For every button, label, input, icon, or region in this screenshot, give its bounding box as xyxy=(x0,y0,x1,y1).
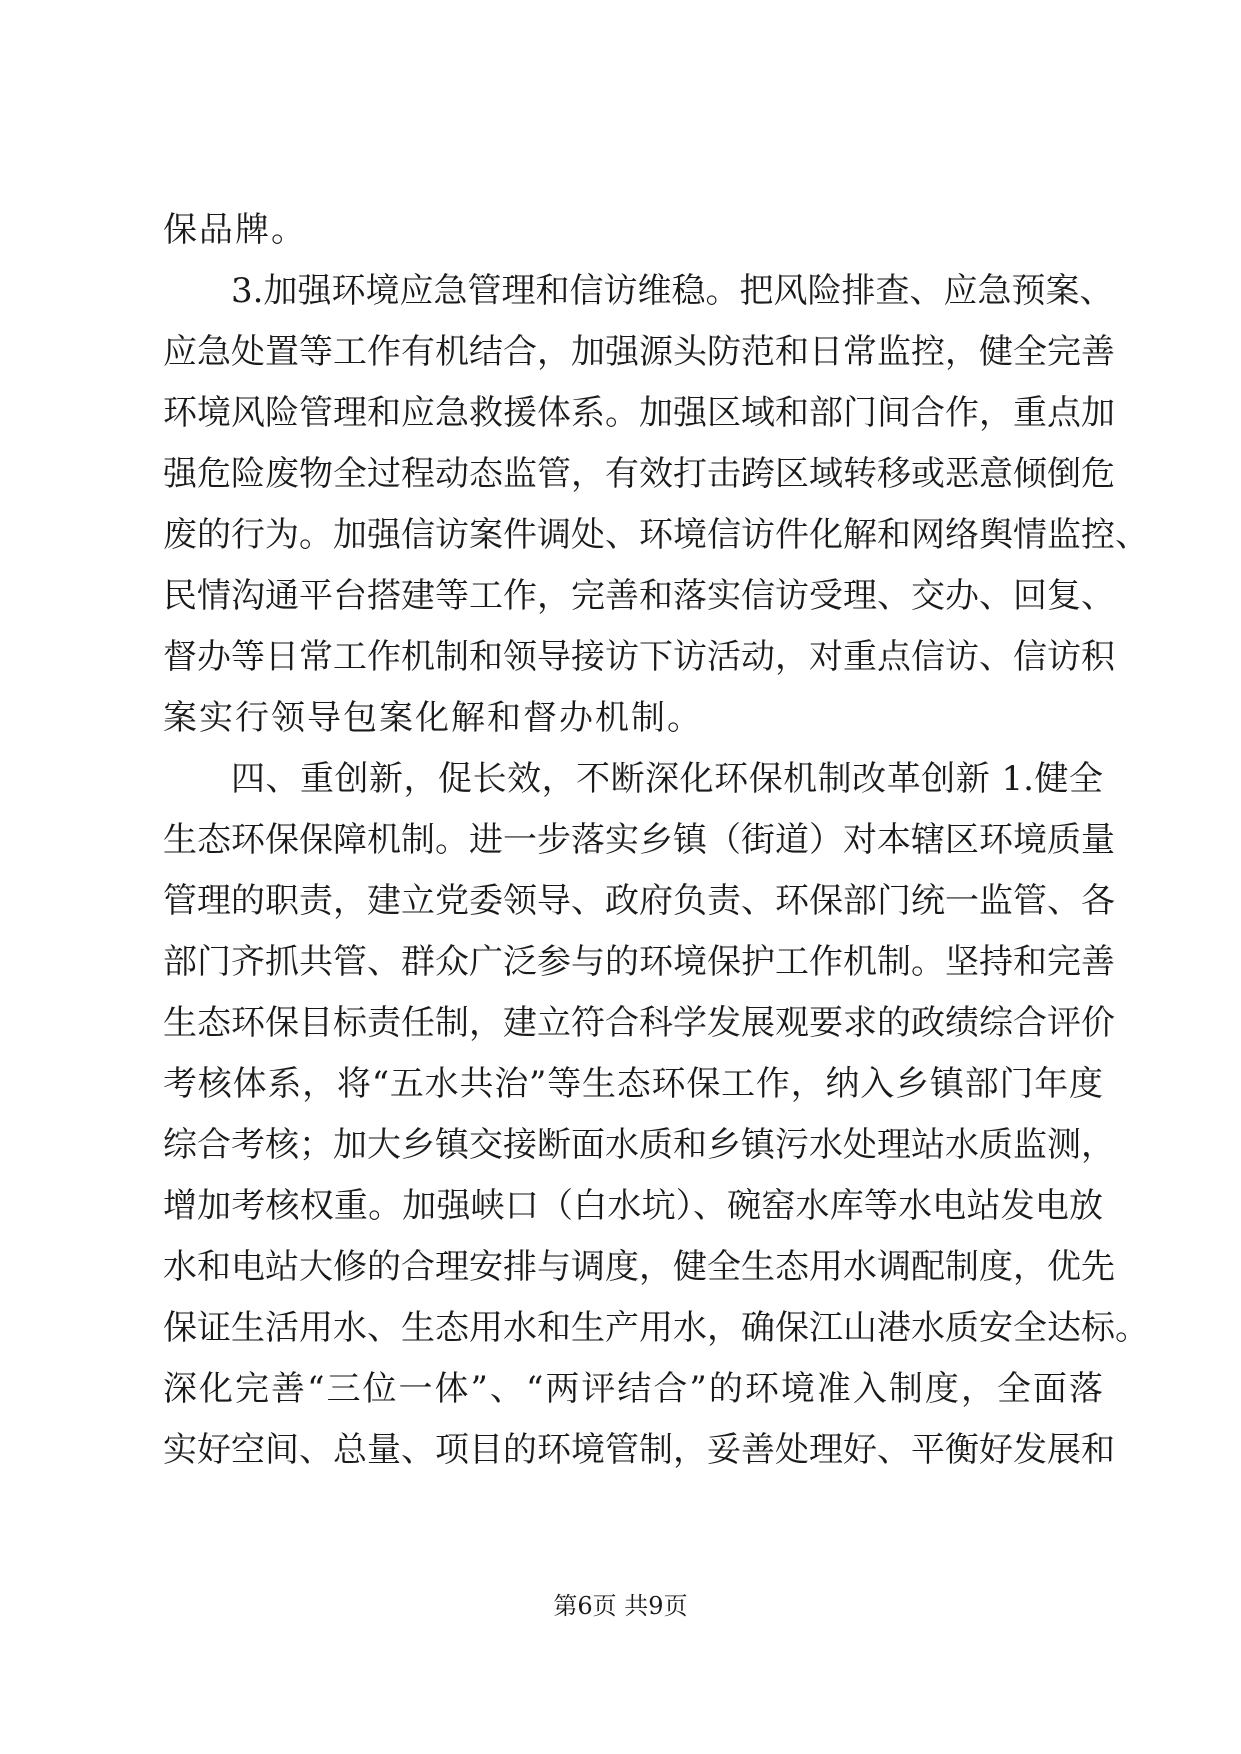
text-line: 环境风险管理和应急救援体系。加强区域和部门间合作，重点加 xyxy=(163,393,1115,433)
text-line: 水和电站大修的合理安排与调度，健全生态用水调配制度，优先 xyxy=(163,1247,1115,1287)
text-line: 增加考核权重。加强峡口（白水坑）、碗窑水库等水电站发电放 xyxy=(163,1186,1103,1226)
text-line: 保证生活用水、生态用水和生产用水，确保江山港水质安全达标。 xyxy=(163,1308,1149,1348)
text-line: 民情沟通平台搭建等工作，完善和落实信访受理、交办、回复、 xyxy=(163,576,1115,616)
text-line: 废的行为。加强信访案件调处、环境信访件化解和网络舆情监控、 xyxy=(163,515,1149,555)
text-line: 3.加强环境应急管理和信访维稳。把风险排查、应急预案、 xyxy=(231,271,1114,311)
text-line: 强危险废物全过程动态监管，有效打击跨区域转移或恶意倾倒危 xyxy=(163,454,1115,494)
text-line: 生态环保目标责任制，建立符合科学发展观要求的政绩综合评价 xyxy=(163,1003,1115,1043)
document-body xyxy=(163,200,1149,1481)
text-line: 部门齐抓共管、群众广泛参与的环境保护工作机制。坚持和完善 xyxy=(163,942,1115,982)
text-line: 案实行领导包案化解和督办机制。 xyxy=(163,698,703,738)
page-number: 第6页 共9页 xyxy=(553,1592,688,1620)
text-line: 实好空间、总量、项目的环境管制，妥善处理好、平衡好发展和 xyxy=(163,1430,1115,1470)
text-line: 应急处置等工作有机结合，加强源头防范和日常监控，健全完善 xyxy=(163,332,1115,372)
text-line: 督办等日常工作机制和领导接访下访活动，对重点信访、信访积 xyxy=(163,637,1115,677)
text-line: 深化完善“三位一体”、“两评结合”的环境准入制度，全面落 xyxy=(163,1369,1103,1409)
text-line: 保品牌。 xyxy=(163,210,307,250)
text-line: 考核体系，将“五水共治”等生态环保工作，纳入乡镇部门年度 xyxy=(163,1064,1103,1104)
text-line: 管理的职责，建立党委领导、政府负责、环保部门统一监管、各 xyxy=(163,881,1115,921)
text-line: 四、重创新，促长效，不断深化环保机制改革创新 1.健全 xyxy=(231,759,1103,799)
text-line: 生态环保保障机制。进一步落实乡镇（街道）对本辖区环境质量 xyxy=(163,820,1115,860)
text-line: 综合考核；加大乡镇交接断面水质和乡镇污水处理站水质监测， xyxy=(163,1125,1115,1165)
